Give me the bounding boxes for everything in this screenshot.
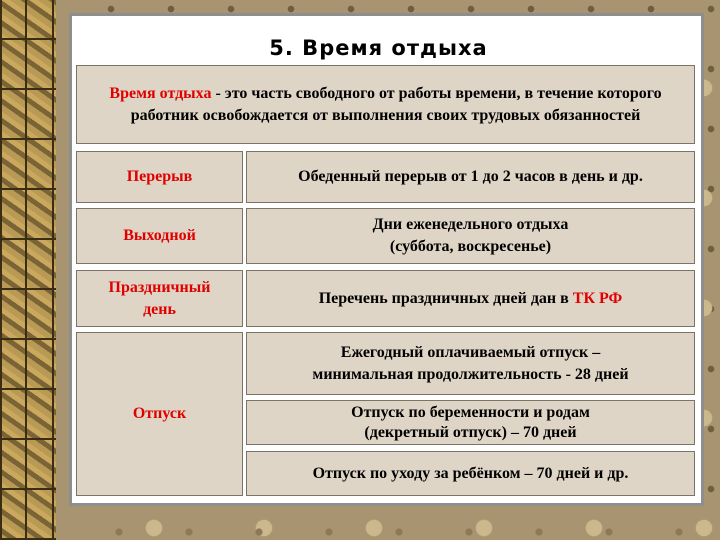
desc-break-text: Обеденный перерыв от 1 до 2 часов в день и др. (298, 168, 643, 186)
vacation-maternity-line1: Отпуск по беременности и родам (351, 403, 590, 421)
desc-weekend (246, 208, 695, 264)
desc-holiday-highlight: ТК РФ (572, 289, 623, 307)
decorative-strip (0, 0, 56, 540)
label-holiday-line2: день (143, 300, 176, 318)
label-holiday (76, 270, 243, 327)
vacation-item-maternity (246, 400, 695, 445)
label-weekend-text: Выходной (123, 227, 196, 245)
desc-holiday (246, 270, 695, 327)
desc-weekend-line2: (суббота, воскресенье) (389, 238, 552, 255)
label-vacation (76, 332, 243, 496)
label-vacation-text: Отпуск (132, 405, 187, 423)
vacation-item-childcare (246, 451, 695, 496)
label-break-text: Перерыв (126, 168, 193, 186)
definition-box (76, 65, 695, 144)
label-break (76, 151, 243, 203)
vacation-childcare-text: Отпуск по уходу за ребёнком – 70 дней и др. (312, 464, 629, 482)
desc-weekend-line1: Дни еженедельного отдыха (372, 216, 569, 234)
label-holiday-line1: Праздничный (108, 278, 211, 296)
vacation-maternity-line2: (декретный отпуск) – 70 дней (364, 423, 577, 441)
definition-text: - это часть свободного от работы времени, в течение которого работник освобождается от выполнения своих трудовых обязанностей (130, 84, 662, 124)
vacation-item-annual (246, 332, 695, 395)
label-weekend (76, 208, 243, 264)
definition-term: Время отдыха (109, 84, 212, 102)
vacation-annual-line2: минимальная продолжительность - 28 дней (312, 365, 629, 383)
page-title: 5. Время отдыха (269, 36, 488, 60)
vacation-annual-line1: Ежегодный оплачиваемый отпуск – (340, 343, 601, 361)
desc-holiday-text: Перечень праздничных дней дан в (318, 289, 573, 307)
desc-break (246, 151, 695, 203)
